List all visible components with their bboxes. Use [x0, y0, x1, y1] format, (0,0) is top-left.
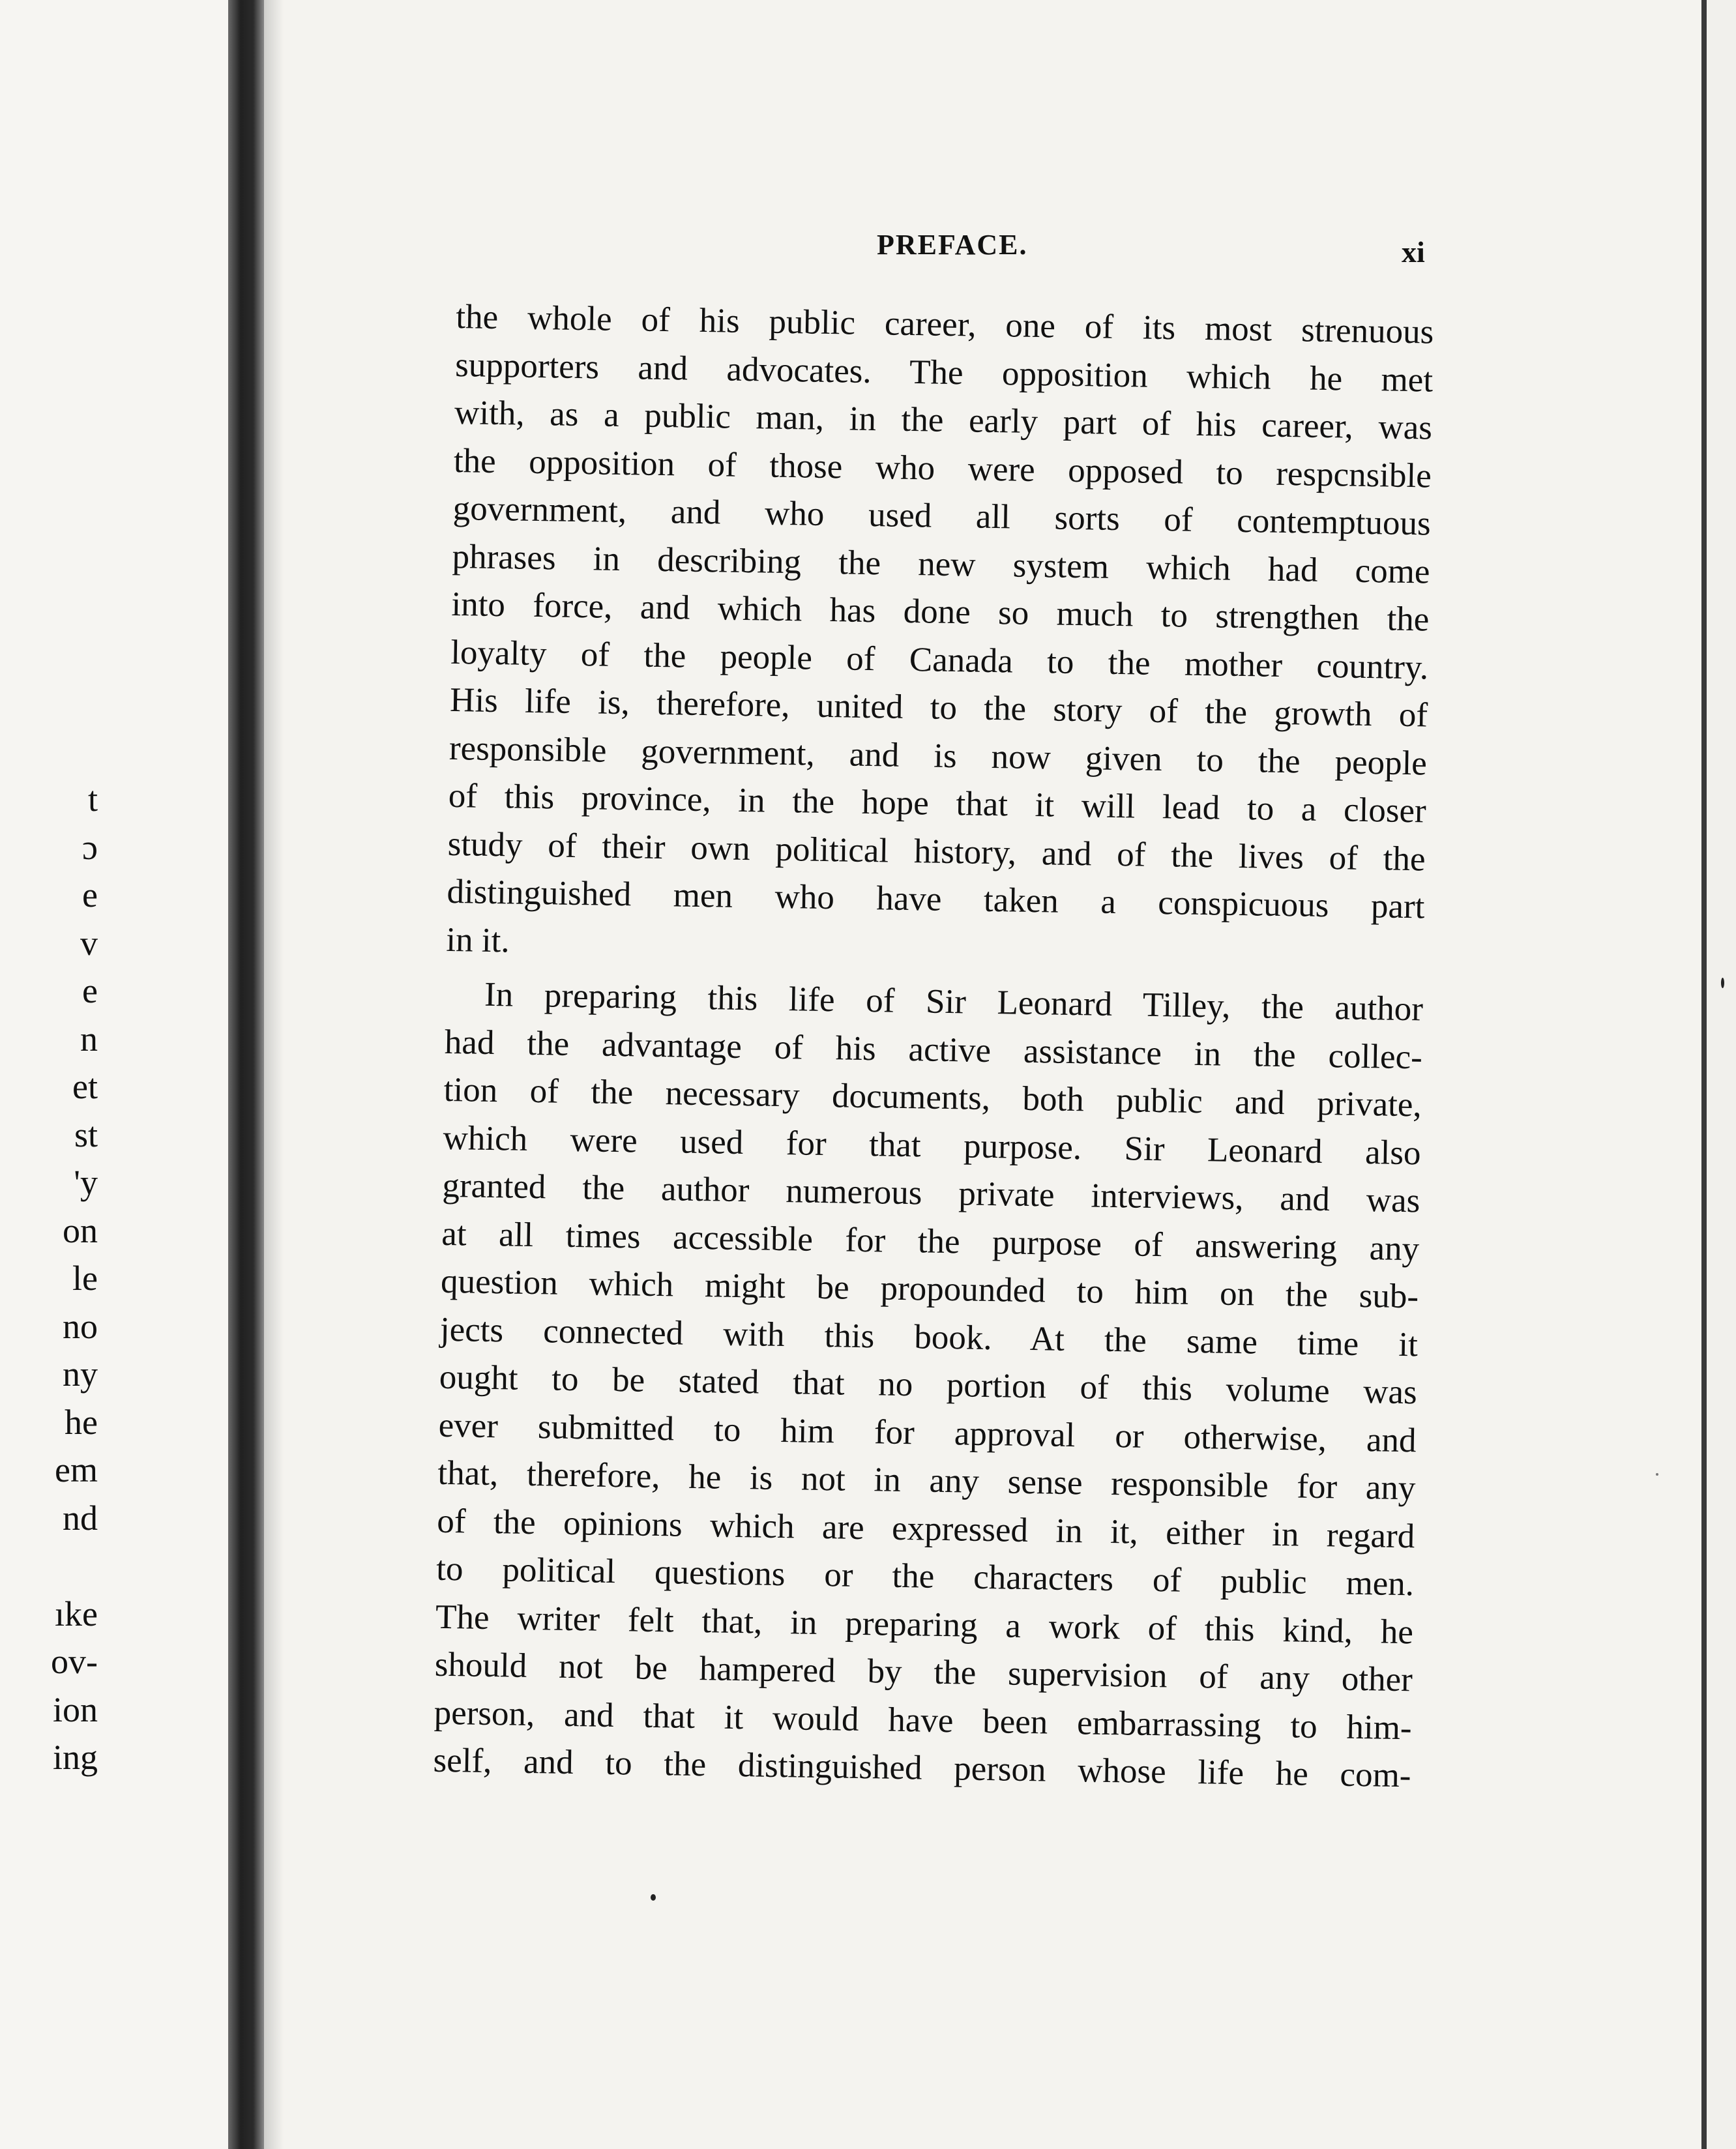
- text-line: distinguished men who have taken a conspicuous part: [447, 872, 1425, 926]
- text-line: into force, and which has done so much to strengthen the: [451, 585, 1430, 639]
- text-line: tion of the necessary documents, both public and private,: [443, 1070, 1422, 1124]
- text-line: of this province, in the hope that it will lead to a closer: [448, 776, 1427, 830]
- fragment: ov-: [51, 1642, 98, 1681]
- text-line: study of their own political history, and of the lives of the: [447, 825, 1426, 878]
- text-line: question which might be propounded to him on the sub-: [440, 1262, 1419, 1316]
- book-gutter: [228, 0, 264, 2149]
- fragment: st: [74, 1115, 98, 1154]
- scan-speck: [1721, 978, 1724, 988]
- fragment: 'y: [74, 1163, 98, 1202]
- fragment: et: [72, 1067, 98, 1106]
- fragment: ıke: [55, 1594, 98, 1633]
- fragment: ny: [63, 1354, 98, 1394]
- text-line: the opposition of those who were opposed to respcnsible: [453, 441, 1432, 495]
- text-line: ever submitted to him for approval or otherwise, and: [438, 1406, 1417, 1459]
- fragment: ion: [52, 1689, 98, 1729]
- page-edge: [1701, 0, 1707, 2149]
- fragment: e: [82, 971, 98, 1010]
- text-line: had the advantage of his active assistance in the collec-: [444, 1023, 1423, 1076]
- paragraph-1: [446, 293, 1434, 979]
- text-line: at all times accessible for the purpose of answering any: [441, 1214, 1420, 1268]
- fragment: v: [80, 923, 98, 963]
- text-line: to political questions or the characters of public men.: [435, 1549, 1415, 1603]
- text-line: which were used for that purpose. Sir Leonard also: [443, 1118, 1421, 1172]
- fragment: le: [72, 1259, 98, 1298]
- scan-speck: [1656, 1473, 1658, 1476]
- text-line: jects connected with this book. At the same time it: [439, 1310, 1419, 1364]
- text-line: person, and that it would have been embarrassing to him-: [434, 1693, 1413, 1747]
- fragment: he: [65, 1402, 98, 1442]
- page-number: xi: [1402, 235, 1425, 269]
- fragment: t: [87, 780, 98, 819]
- text-line: granted the author numerous private interviews, and was: [442, 1166, 1420, 1220]
- text-line: the whole of his public career, one of its most strenuous: [455, 297, 1434, 351]
- text-line: responsible government, and is now given to the people: [449, 729, 1428, 782]
- text-line: ought to be stated that no portion of this volume was: [439, 1358, 1418, 1412]
- body-text: [433, 293, 1434, 1800]
- fragment: no: [63, 1306, 98, 1346]
- paragraph-2: [433, 971, 1423, 1800]
- fragment: ing: [52, 1738, 98, 1777]
- text-line: In preparing this life of Sir Leonard Tilley, the author: [484, 975, 1424, 1029]
- fragment: e: [82, 875, 98, 914]
- fragment: on: [63, 1210, 98, 1250]
- fragment: em: [55, 1450, 98, 1489]
- text-line: that, therefore, he is not in any sense responsible for any: [437, 1454, 1416, 1508]
- text-line: should not be hampered by the supervision of any other: [434, 1645, 1413, 1699]
- text-line: government, and who used all sorts of contemptuous: [452, 489, 1432, 543]
- scan-margin: [1707, 0, 1736, 2149]
- text-line: self, and to the distinguished person whose life he com-: [433, 1741, 1411, 1795]
- fragment: nd: [63, 1498, 98, 1538]
- text-line: of the opinions which are expressed in it, either in regard: [436, 1502, 1415, 1555]
- fragment-gap: [0, 1542, 98, 1590]
- running-head: PREFACE.: [877, 229, 1028, 261]
- facing-page-text-fragments: [0, 776, 98, 1782]
- text-line: His life is, therefore, united to the story of the growth of: [449, 680, 1428, 735]
- scan-speck: [651, 1894, 656, 1901]
- gutter-shadow: [264, 0, 284, 2149]
- text-line: The writer felt that, in preparing a work of this kind, he: [435, 1598, 1414, 1651]
- text-line: with, as a public man, in the early part of his career, was: [454, 393, 1433, 447]
- fragment: n: [80, 1019, 98, 1059]
- text-line: in it.: [445, 920, 510, 959]
- text-line: loyalty of the people of Canada to the mother country.: [450, 633, 1429, 686]
- fragment: ɔ: [82, 827, 98, 867]
- text-line: supporters and advocates. The opposition which he met: [454, 345, 1434, 400]
- text-line: phrases in describing the new system which had come: [452, 537, 1430, 591]
